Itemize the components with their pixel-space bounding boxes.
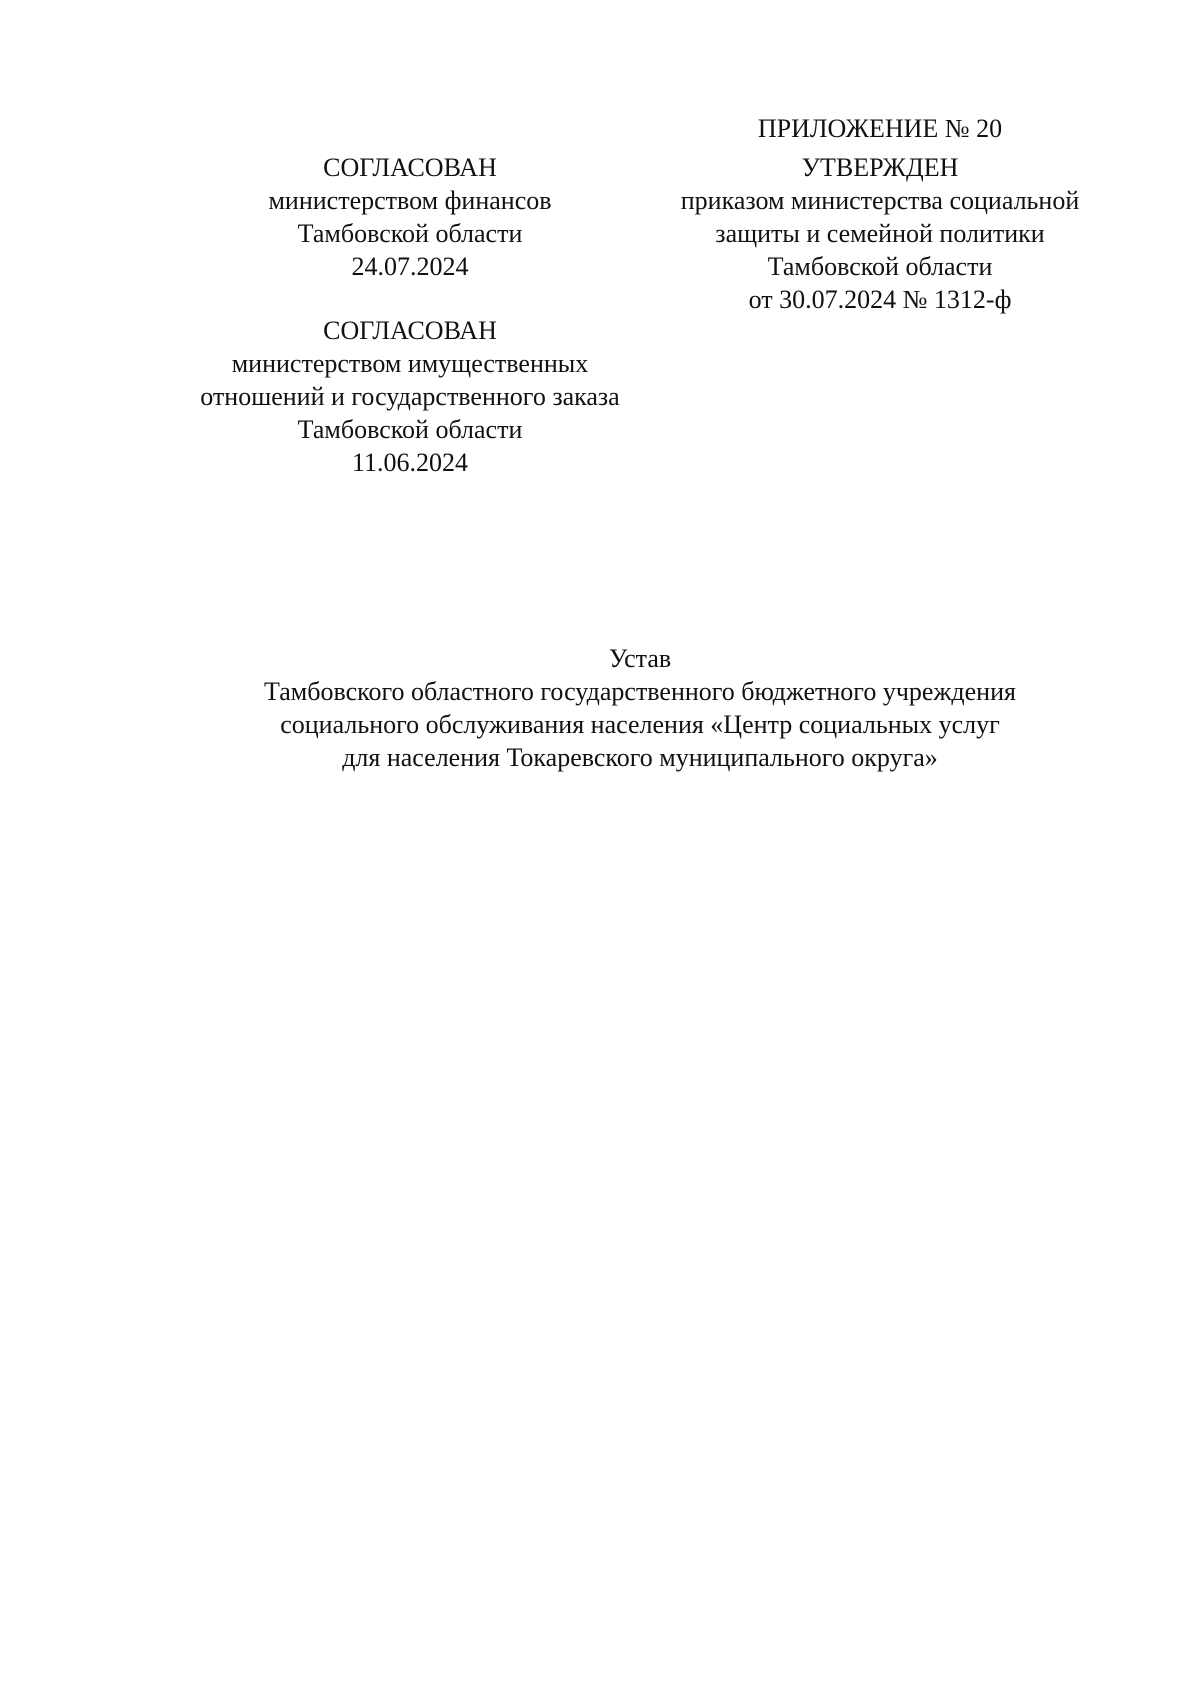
agreed-property-line-3: Тамбовской области <box>297 415 523 444</box>
approved-line-2: защиты и семейной политики <box>715 219 1045 248</box>
charter-line-2: социального обслуживания населения «Центр социальных услуг <box>280 710 1000 739</box>
approved-block <box>640 151 1120 316</box>
charter-title-block <box>160 642 1120 774</box>
agreed-property-block <box>160 314 660 479</box>
charter-title: Устав <box>608 644 672 673</box>
agreed-finance-block <box>200 151 620 283</box>
approved-line-1: приказом министерства социальной <box>680 186 1080 215</box>
agreed-finance-line-1: министерством финансов <box>268 186 552 215</box>
agreed-finance-date: 24.07.2024 <box>351 252 469 281</box>
agreed-property-date: 11.06.2024 <box>351 448 469 477</box>
charter-line-3: для населения Токаревского муниципального округа» <box>342 743 938 772</box>
agreed-finance-line-2: Тамбовской области <box>297 219 523 248</box>
agreed-property-line-1: министерством имущественных <box>231 349 589 378</box>
approved-line-3: Тамбовской области <box>767 252 993 281</box>
agreed-finance-heading: СОГЛАСОВАН <box>323 153 497 182</box>
agreed-property-line-2: отношений и государственного заказа <box>200 382 620 411</box>
approved-order-line: от 30.07.2024 № 1312-ф <box>748 285 1012 314</box>
charter-line-1: Тамбовского областного государственного бюджетного учреждения <box>264 677 1016 706</box>
appendix-label: ПРИЛОЖЕНИЕ № 20 <box>757 114 1003 143</box>
approved-heading: УТВЕРЖДЕН <box>801 153 959 182</box>
agreed-property-heading: СОГЛАСОВАН <box>323 316 497 345</box>
appendix-block <box>680 112 1080 145</box>
